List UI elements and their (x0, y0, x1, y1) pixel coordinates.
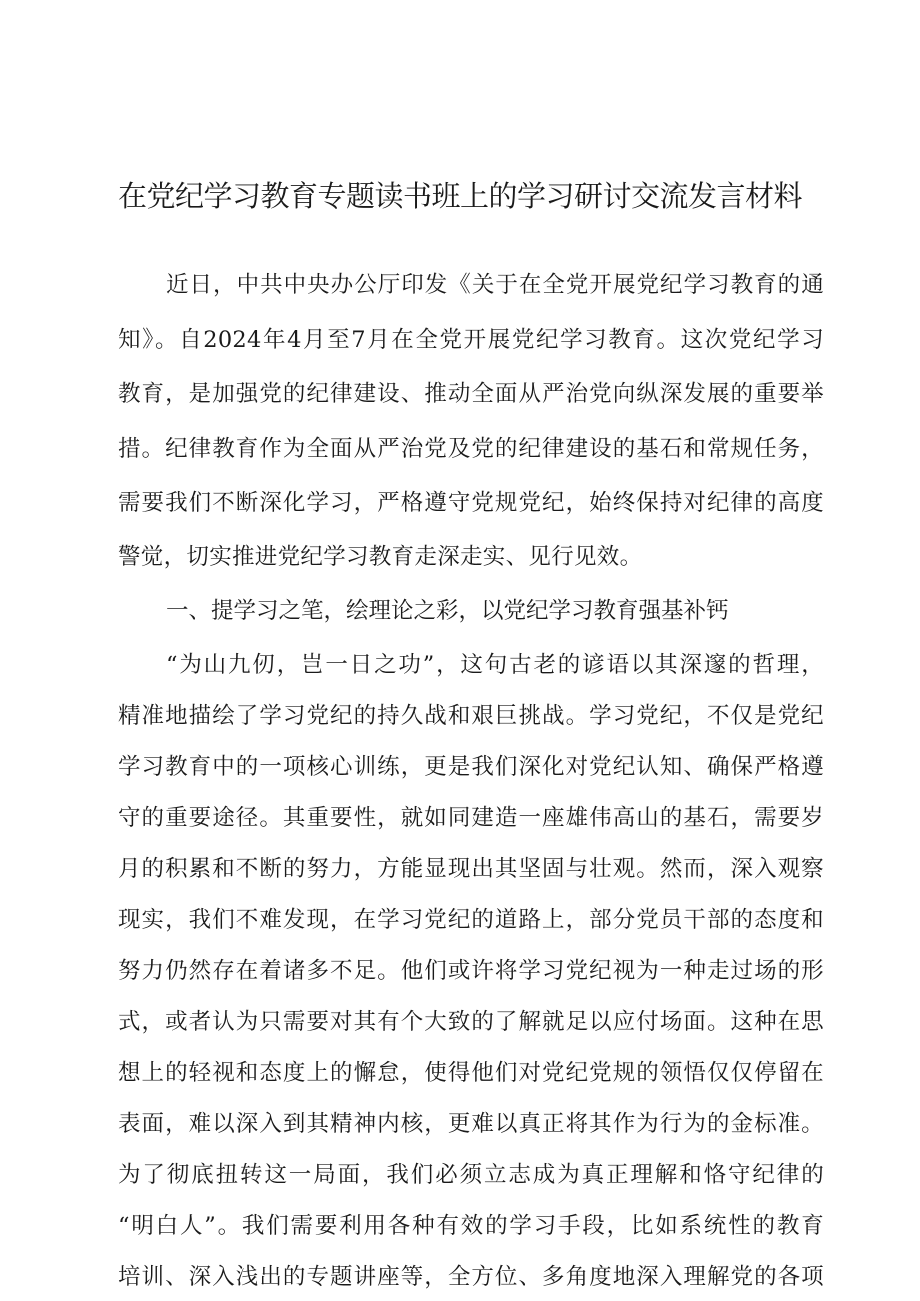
paragraph-1-line-3: 教育，是加强党的纪律建设、推动全面从严治党向纵深发展的重要举 (118, 381, 824, 407)
paragraph-2-line-10: 表面，难以深入到其精神内核，更难以真正将其作为行为的金标准。 (118, 1111, 824, 1137)
paragraph-2-line-1: “为山九仞，岂一日之功”，这句古老的谚语以其深邃的哲理， (166, 652, 824, 678)
paragraph-2-line-4: 守的重要途径。其重要性，就如同建造一座雄伟高山的基石，需要岁 (118, 805, 824, 831)
paragraph-2-line-12: “明白人”。我们需要利用各种有效的学习手段，比如系统性的教育 (118, 1213, 824, 1239)
paragraph-1-line-6: 警觉，切实推进党纪学习教育走深走实、见行见效。 (118, 544, 643, 570)
paragraph-2-line-2: 精准地描绘了学习党纪的持久战和艰巨挑战。学习党纪，不仅是党纪 (118, 703, 824, 729)
paragraph-2-line-3: 学习教育中的一项核心训练，更是我们深化对党纪认知、确保严格遵 (118, 754, 824, 780)
paragraph-2-line-9: 想上的轻视和态度上的懈怠，使得他们对党纪党规的领悟仅仅停留在 (118, 1060, 824, 1086)
paragraph-2-line-5: 月的积累和不断的努力，方能显现出其坚固与壮观。然而，深入观察 (118, 856, 824, 882)
paragraph-2-line-8: 式，或者认为只需要对其有个大致的了解就足以应付场面。这种在思 (118, 1009, 824, 1035)
paragraph-1-line-2: 知》。自2024年4月至7月在全党开展党纪学习教育。这次党纪学习 (118, 327, 824, 353)
paragraph-1-line-5: 需要我们不断深化学习，严格遵守党规党纪，始终保持对纪律的高度 (118, 490, 824, 516)
paragraph-2-line-7: 努力仍然存在着诸多不足。他们或许将学习党纪视为一种走过场的形 (118, 958, 824, 984)
section-1-heading: 一、提学习之笔，绘理论之彩，以党纪学习教育强基补钙 (166, 598, 729, 624)
paragraph-1-line-1: 近日，中共中央办公厅印发《关于在全党开展党纪学习教育的通 (166, 272, 824, 298)
paragraph-2-line-11: 为了彻底扭转这一局面，我们必须立志成为真正理解和恪守纪律的 (118, 1162, 824, 1188)
paragraph-2-line-13: 培训、深入浅出的专题讲座等，全方位、多角度地深入理解党的各项 (118, 1264, 824, 1290)
document-title: 在党纪学习教育专题读书班上的学习研讨交流发言材料 (118, 179, 803, 213)
paragraph-1-line-4: 措。纪律教育作为全面从严治党及党的纪律建设的基石和常规任务， (118, 436, 824, 462)
paragraph-2-line-6: 现实，我们不难发现，在学习党纪的道路上，部分党员干部的态度和 (118, 907, 824, 933)
